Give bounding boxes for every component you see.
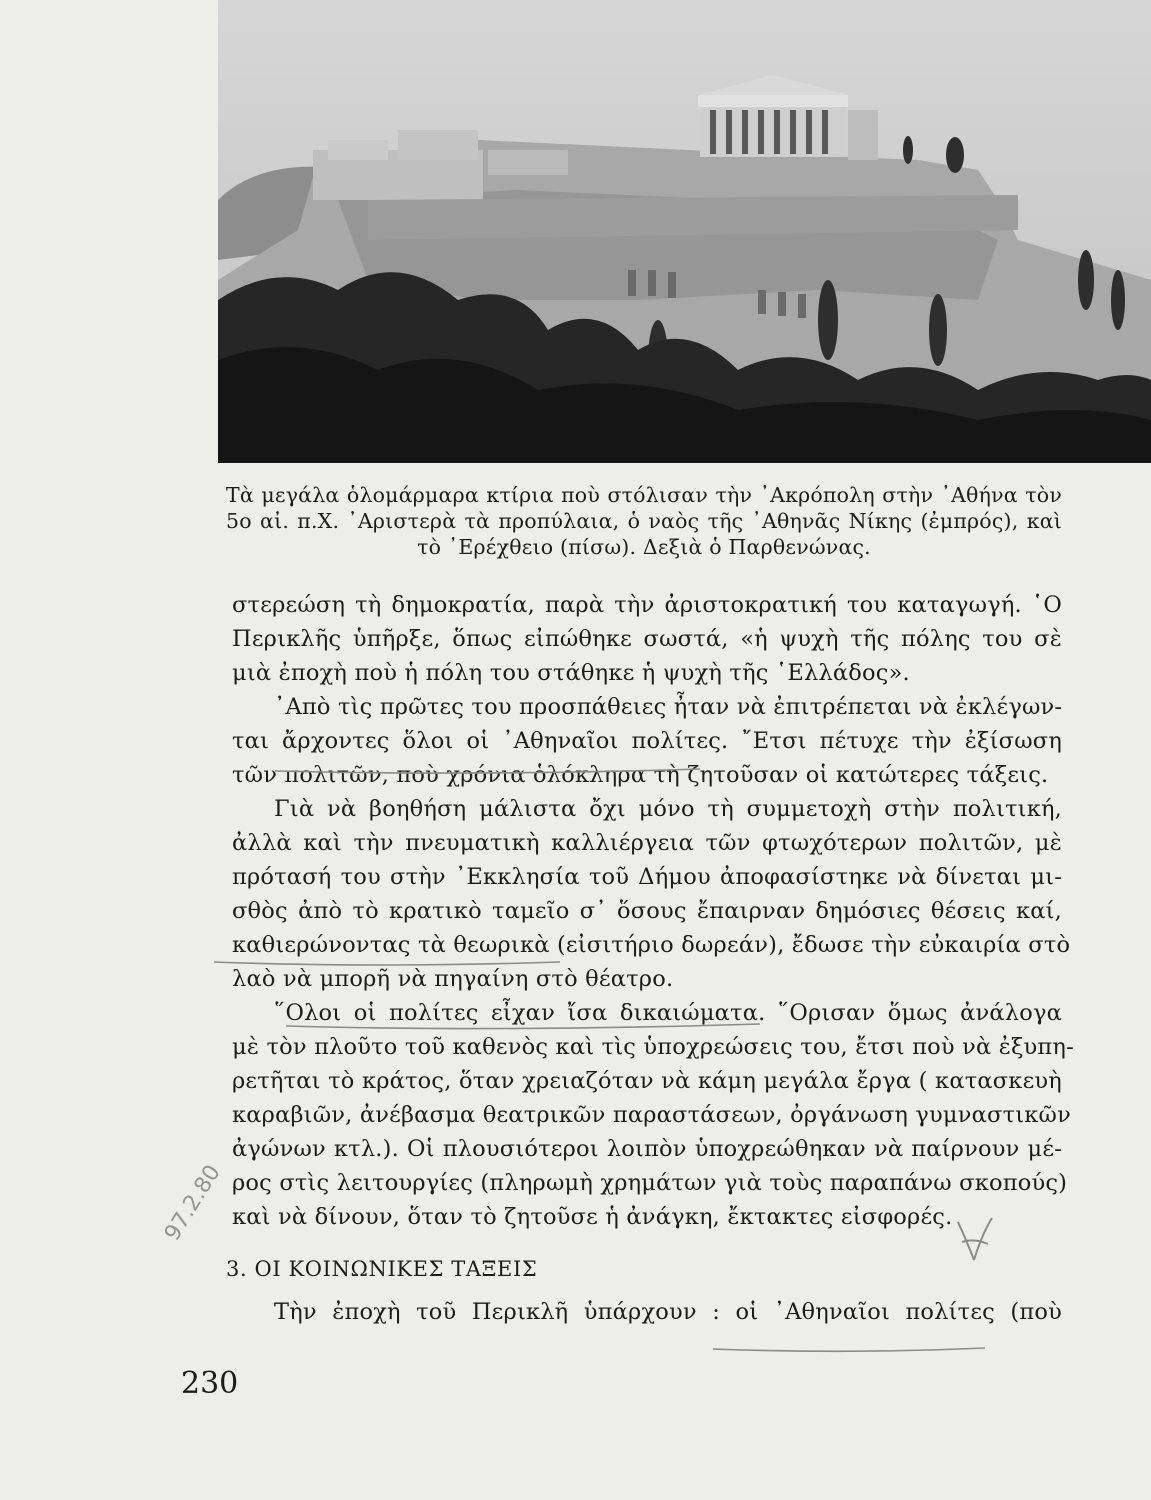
- section-heading: 3. ΟΙ ΚΟΙΝΩΝΙΚΕΣ ΤΑΞΕΙΣ: [226, 1257, 538, 1281]
- text-line: σθὸς ἀπὸ τὸ κρατικὸ ταμεῖο σ᾿ ὅσους ἔπαιρναν δημόσιες θέσεις καί,: [232, 898, 1062, 924]
- text-line: ᾿Απὸ τὶς πρῶτες του προσπάθειες ἦταν νὰ ἐπιτρέπεται νὰ ἐκλέγων-: [274, 694, 1063, 720]
- text-line: Γιὰ νὰ βοηθήση μάλιστα ὄχι μόνο τὴ συμμετοχὴ στὴν πολιτική,: [274, 796, 1062, 822]
- page-number: 230: [181, 1366, 239, 1401]
- handwritten-date: 97.2.80: [160, 1160, 226, 1246]
- text-line: λαὸ νὰ μπορῆ νὰ πηγαίνη στὸ θέατρο.: [232, 966, 674, 992]
- text-line: πρότασή του στὴν ᾿Εκκλησία τοῦ Δήμου ἀποφασίστηκε νὰ δίνεται μι-: [232, 864, 1062, 890]
- text-line: ἀγώνων κτλ.). Οἱ πλουσιότεροι λοιπὸν ὑποχρεώθηκαν νὰ παίρνουν μέ-: [232, 1136, 1062, 1162]
- check-mark-icon: [952, 1214, 996, 1266]
- text-line: καραβιῶν, ἀνέβασμα θεατρικῶν παραστάσεων, ὀργάνωση γυμναστικῶν: [232, 1102, 1071, 1128]
- text-line: ῞Ολοι οἱ πολίτες εἶχαν ἴσα δικαιώματα. ῞Ορισαν ὅμως ἀνάλογα: [274, 1000, 1062, 1026]
- caption-line: Τὰ μεγάλα ὁλομάρμαρα κτίρια ποὺ στόλισαν τὴν ᾿Ακρόπολη στὴν ᾿Αθήνα τὸν: [226, 483, 1062, 507]
- acropolis-photo: [218, 0, 1151, 463]
- text-line: ρετῆται τὸ κράτος, ὅταν χρειαζόταν νὰ κάμη μεγάλα ἔργα ( κατασκευὴ: [232, 1068, 1062, 1094]
- text-line: καθιερώνοντας τὰ θεωρικὰ (εἰσιτήριο δωρεάν), ἔδωσε τὴν εὐκαιρία στὸ: [232, 932, 1071, 958]
- text-line: ται ἄρχοντες ὅλοι οἱ ᾿Αθηναῖοι πολίτες. ῎Ετσι πέτυχε τὴν ἐξίσωση: [232, 728, 1062, 754]
- photo-caption: [226, 482, 1062, 560]
- text-line: τῶν πολιτῶν, ποὺ χρόνια ὁλόκληρα τὴ ζητοῦσαν οἱ κατώτερες τάξεις.: [232, 762, 1049, 788]
- text-line: μὲ τὸν πλοῦτο τοῦ καθενὸς καὶ τὶς ὑποχρεώσεις του, ἔτσι ποὺ νὰ ἐξυπη-: [232, 1034, 1074, 1060]
- text-line: ρος στὶς λειτουργίες (πληρωμὴ χρημάτων γιὰ τοὺς παραπάνω σκοπούς): [232, 1170, 1068, 1196]
- text-line: στερεώση τὴ δημοκρατία, παρὰ τὴν ἀριστοκρατική του καταγωγή. ῾Ο: [232, 592, 1062, 618]
- text-line: μιὰ ἐποχὴ ποὺ ἡ πόλη του στάθηκε ἡ ψυχὴ τῆς ῾Ελλάδος».: [232, 660, 910, 686]
- caption-line: τὸ ᾿Ερέχθειο (πίσω). Δεξιὰ ὁ Παρθενώνας.: [417, 535, 871, 559]
- text-line: καὶ νὰ δίνουν, ὅταν τὸ ζητοῦσε ἡ ἀνάγκη, ἔκτακτες εἰσφορές.: [232, 1204, 953, 1230]
- text-line: Περικλῆς ὑπῆρξε, ὅπως εἰπώθηκε σωστά, «ἡ ψυχὴ τῆς πόλης του σὲ: [232, 626, 1062, 652]
- text-line: Τὴν ἐποχὴ τοῦ Περικλῆ ὑπάρχουν : οἱ ᾿Αθηναῖοι πολίτες (ποὺ: [274, 1299, 1062, 1325]
- body-text: [232, 588, 1074, 1234]
- caption-line: 5ο αἰ. π.Χ. ᾿Αριστερὰ τὰ προπύλαια, ὁ ναὸς τῆς ᾿Αθηνᾶς Νίκης (ἐμπρός), καὶ: [226, 509, 1062, 533]
- text-line: ἀλλὰ καὶ τὴν πνευματικὴ καλλιέργεια τῶν φτωχότερων πολιτῶν, μὲ: [232, 830, 1062, 856]
